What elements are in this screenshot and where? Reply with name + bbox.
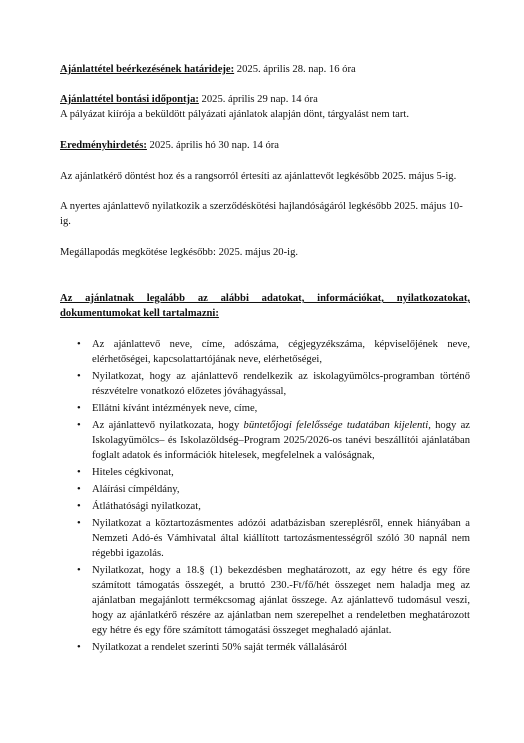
submission-deadline: [60, 62, 470, 77]
opening-time-value: 2025. április 29 nap. 14 óra: [198, 94, 318, 105]
ranking-paragraph: Az ajánlatkérő döntést hoz és a rangsorról értesíti az ajánlattevőt legkésőbb 2025. május 5-ig.: [60, 171, 457, 182]
bullet-icon: •: [77, 518, 81, 529]
requirements-heading: Az ajánlatnak legalább az alábbi adatokat, információkat, nyilatkozatokat, dokumentumokat kell tartalmazni:: [60, 293, 470, 319]
bullet-icon: •: [77, 467, 81, 478]
winner-paragraph: A nyertes ajánlattevő nyilatkozik a szerződéskötési hajlandóságáról legkésőbb 2025. május 10-ig.: [60, 201, 463, 227]
requirement-item: • Átláthatósági nyilatkozat,: [77, 501, 201, 512]
requirement-item: • Az ajánlattevő nyilatkozata, hogy büntetőjogi felelőssége tudatában kijelenti, hogy az Iskolagyümölcs– és Iskolazöldség–Program 2025/2026-os tanévi beszállítói ajánlatában foglalt adatok és információk hitelesek, megfelelnek a valóságnak,: [77, 420, 470, 461]
opening-time-label: Ajánlattétel bontási időpontja:: [60, 94, 199, 105]
bullet-icon: •: [77, 339, 81, 350]
document-body: [60, 62, 470, 655]
agreement-paragraph: Megállapodás megkötése legkésőbb: 2025. május 20-ig.: [60, 247, 299, 258]
opening-note: A pályázat kiírója a beküldött pályázati ajánlatok alapján dönt, tárgyalást nem tart.: [60, 109, 409, 120]
requirement-item: • Nyilatkozat, hogy a 18.§ (1) bekezdésben meghatározott, az egy hétre és egy főre számított támogatás összegét, a bruttó 230.-Ft/fő/hét összeget nem haladja meg az ajánlatban megajánlott termékcsomag ajánlat összege. Az ajánlattevő tudomásul veszi, hogy az ajánlatkérő részére az ajánlatban nem szerepelhet a rendeletben meghatározott egy hétre és egy főre számított támogatási összeget meghaladó ajánlat.: [77, 565, 470, 636]
submission-deadline-value: 2025. április 28. nap. 16 óra: [234, 64, 356, 75]
bullet-icon: •: [77, 371, 81, 382]
bullet-icon: •: [77, 501, 81, 512]
requirement-item: • Aláírási címpéldány,: [77, 484, 180, 495]
result-announcement: [60, 138, 470, 153]
requirement-item: • Ellátni kívánt intézmények neve, címe,: [77, 403, 258, 414]
requirement-item: • Nyilatkozat a köztartozásmentes adózói adatbázisban szereplésről, ennek hiányában a Nemzeti Adó-és Vámhivatal által kiállított tartozásmentességről szóló 30 napnál nem régebbi igazolás.: [77, 518, 470, 559]
bullet-icon: •: [77, 642, 81, 653]
bullet-icon: •: [77, 420, 81, 431]
bullet-icon: •: [77, 484, 81, 495]
requirements-list: [60, 337, 470, 655]
result-announcement-value: 2025. április hó 30 nap. 14 óra: [146, 140, 280, 151]
opening-time: [60, 92, 470, 107]
result-announcement-label: Eredményhirdetés:: [60, 140, 147, 151]
requirement-item: • Nyilatkozat, hogy az ajánlattevő rendelkezik az iskolagyümölcs-programban történő részvételre vonatkozó előzetes jóváhagyással,: [77, 371, 470, 397]
bullet-icon: •: [77, 565, 81, 576]
requirement-item: • Nyilatkozat a rendelet szerinti 50% saját termék vállalásáról: [77, 642, 348, 653]
bullet-icon: •: [77, 403, 81, 414]
requirement-item: • Hiteles cégkivonat,: [77, 467, 174, 478]
submission-deadline-label: Ajánlattétel beérkezésének határideje:: [60, 64, 235, 75]
requirement-item: • Az ajánlattevő neve, címe, adószáma, cégjegyzékszáma, képviselőjének neve, elérhetőségei, kapcsolattartójának neve, elérhetőségei,: [77, 339, 470, 365]
emphasized-text: büntetőjogi felelőssége tudatában kijelenti: [243, 420, 429, 431]
